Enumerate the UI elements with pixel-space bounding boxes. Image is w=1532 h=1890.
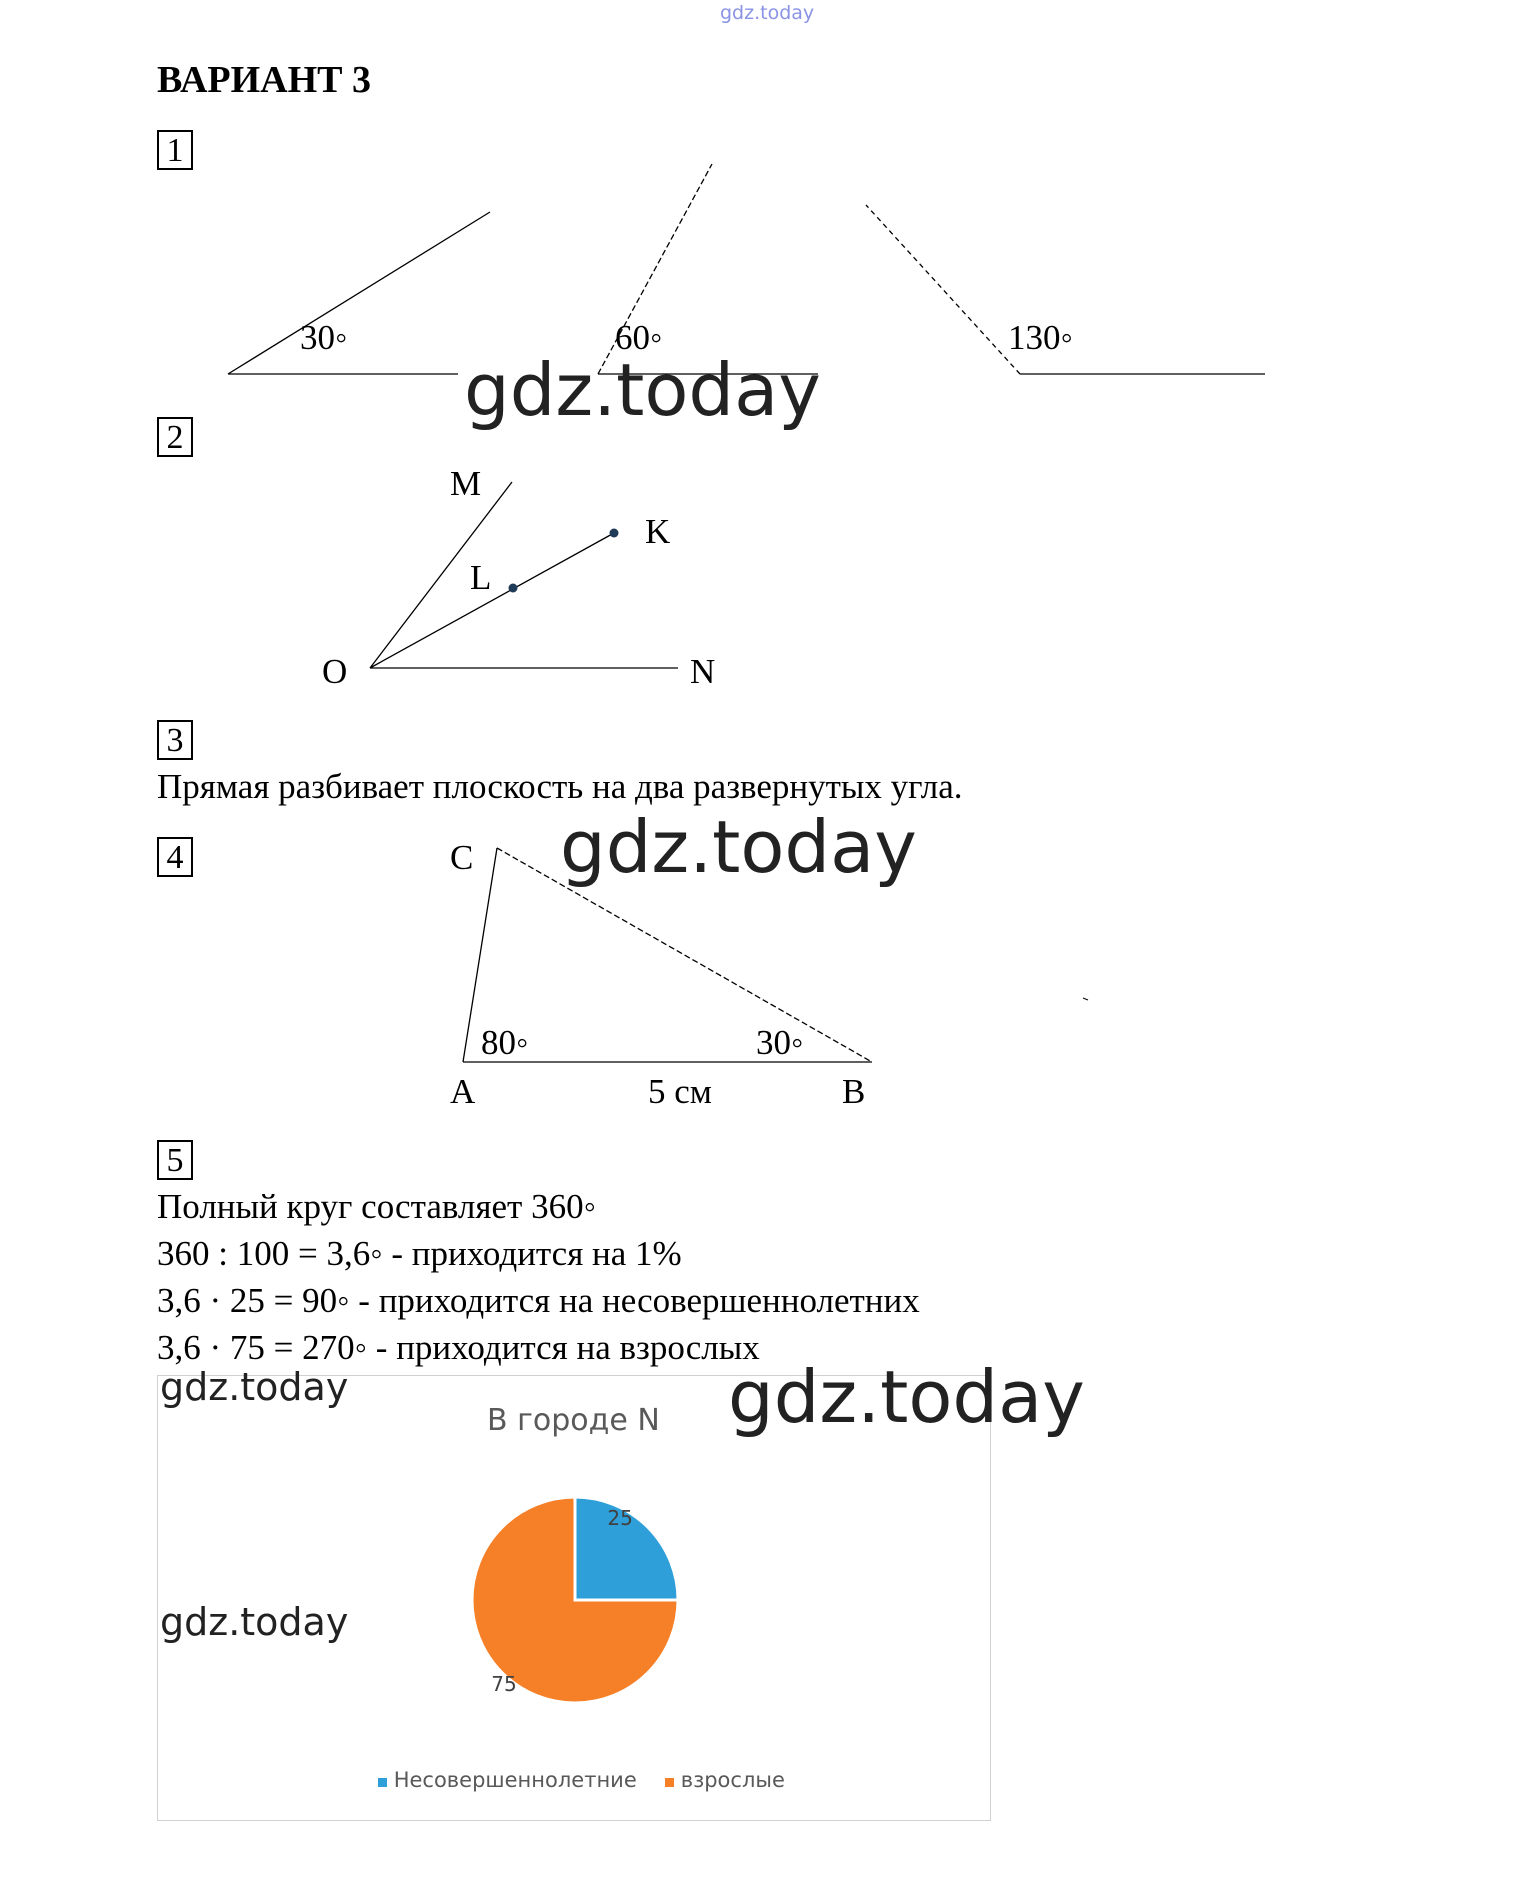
watermark-4: gdz.today (160, 1365, 349, 1409)
label-O: O (322, 652, 348, 691)
page-title: ВАРИАНТ 3 (157, 59, 372, 101)
task-number-3: 3 (157, 720, 193, 760)
label-side-AB: 5 см (648, 1072, 712, 1111)
label-angle-B: 30◦ (756, 1023, 804, 1062)
angle-label-30: 30◦ (300, 318, 348, 357)
task-number-1: 1 (157, 130, 193, 170)
watermark-3: gdz.today (728, 1355, 1085, 1439)
label-K: K (645, 512, 671, 551)
label-angle-A: 80◦ (481, 1023, 529, 1062)
legend-item-adults (665, 1768, 785, 1792)
label-A: A (450, 1072, 476, 1111)
pie-label-adults: 75 (491, 1671, 517, 1696)
legend-swatch-adults (665, 1778, 674, 1787)
legend-item-minors (378, 1768, 637, 1792)
label-C: C (450, 838, 474, 877)
watermark-2: gdz.today (560, 805, 917, 889)
task-5-line-3: 3,6 · 25 = 90◦ - приходится на несовершеннолетних (157, 1281, 920, 1320)
task-number-5: 5 (157, 1140, 193, 1180)
label-N: N (690, 652, 716, 691)
label-M: M (450, 464, 482, 503)
watermark-top: gdz.today (720, 2, 815, 24)
task-number-2: 2 (157, 417, 193, 457)
watermark-5: gdz.today (160, 1600, 349, 1644)
label-L: L (470, 558, 492, 597)
task-number-4: 4 (157, 837, 193, 877)
legend-label-minors: Несовершеннолетние (393, 1768, 637, 1792)
legend-label-adults: взрослые (680, 1768, 785, 1792)
angle-label-60: 60◦ (615, 318, 663, 357)
task-5-line-4: 3,6 · 75 = 270◦ - приходится на взрослых (157, 1328, 760, 1367)
pie-label-minors: 25 (607, 1505, 633, 1530)
task-3-text: Прямая разбивает плоскость на два развернутых угла. (157, 767, 963, 806)
chart-title: В городе N (487, 1403, 660, 1438)
watermark-1: gdz.today (464, 348, 821, 432)
angle-label-130: 130◦ (1008, 318, 1073, 357)
task-5-line-2: 360 : 100 = 3,6◦ - приходится на 1% (157, 1234, 682, 1273)
task-5-line-1: Полный круг составляет 360◦ (157, 1187, 596, 1226)
legend-swatch-minors (378, 1778, 387, 1787)
label-B: B (842, 1072, 866, 1111)
